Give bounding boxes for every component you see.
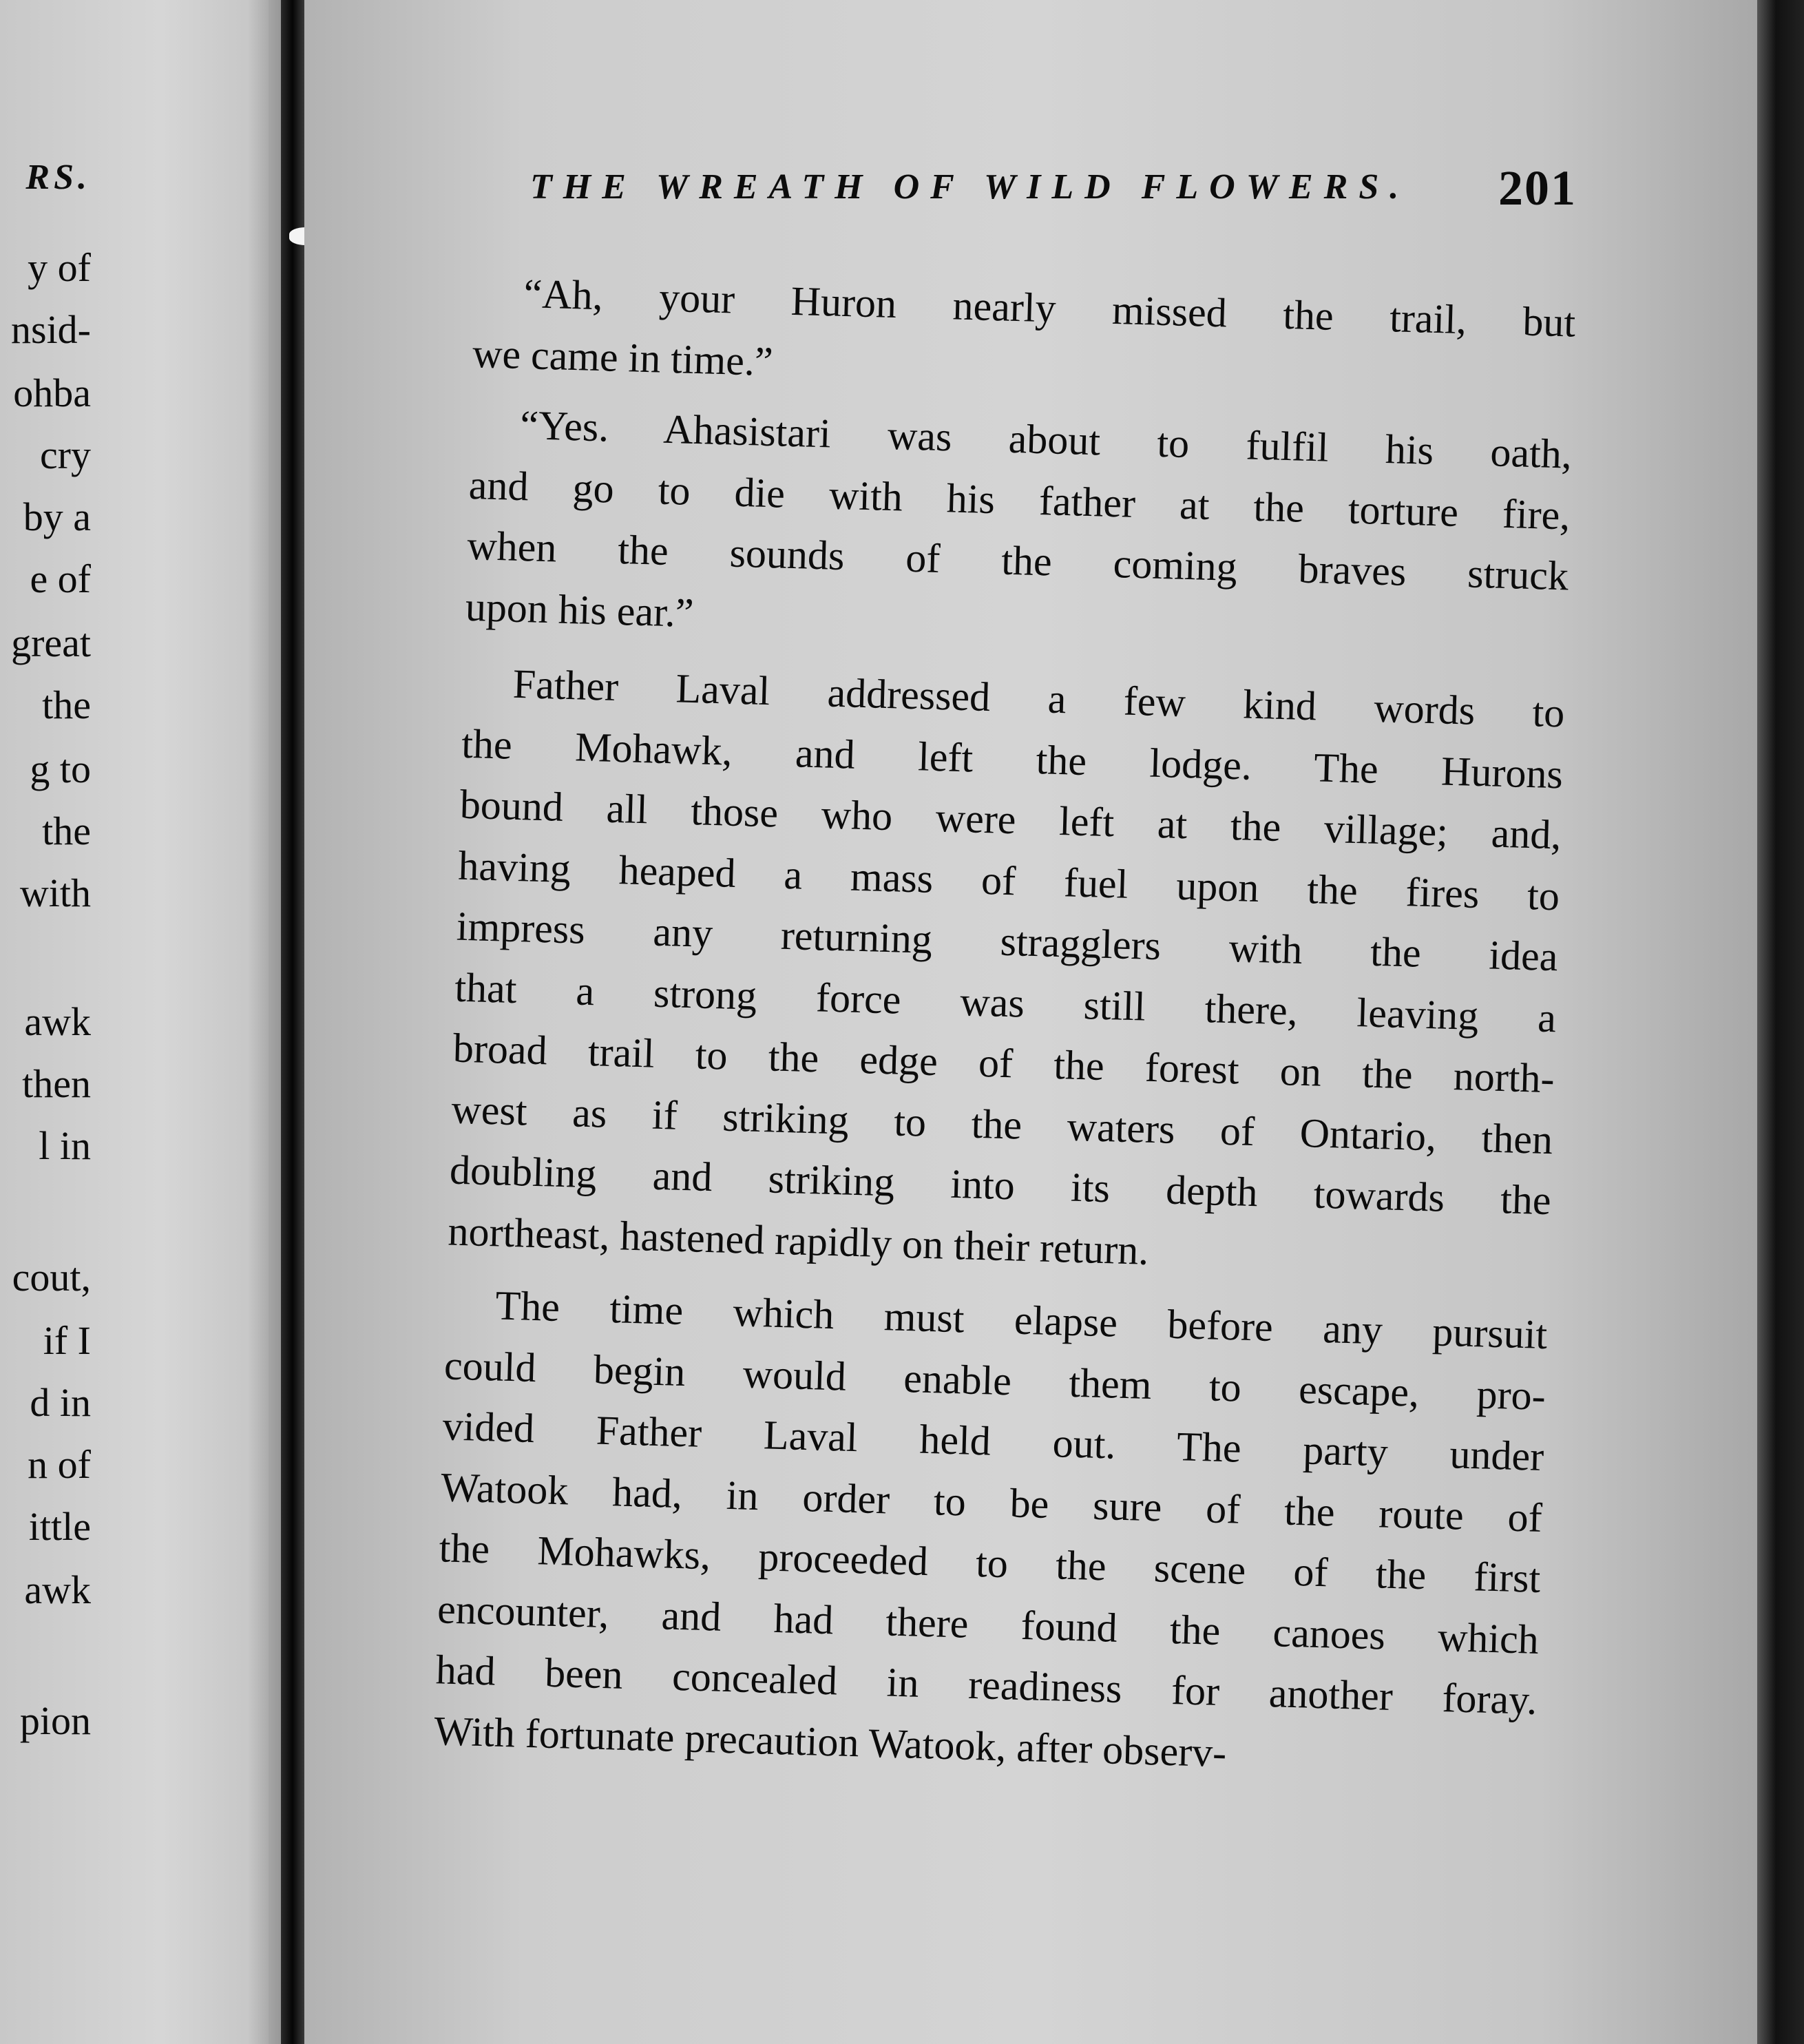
paragraph [433,1273,1548,1791]
text-line: Father Laval addressed a few kind words to [512,660,1566,736]
left-line-fragment: nsid- [11,307,91,352]
text-line: upon his ear.” [465,583,695,636]
left-facing-page [0,0,269,2044]
text-line: bound all those who were left at the village; and, [459,781,1562,858]
text-line: the Mohawks, proceeded to the scene of the first [438,1525,1542,1601]
text-line: doubling and striking into its depth towards the [449,1147,1552,1224]
text-line: “Ah, your Huron nearly missed the trail, but [523,271,1577,346]
left-line-fragment: pion [19,1698,91,1743]
text-line: could begin would enable them to escape, pro- [443,1342,1546,1419]
text-line: With fortunate precaution Watook, after observ- [433,1707,1228,1775]
left-running-head: RS. [25,158,91,197]
text-line: that a strong force was still there, leaving a [454,964,1557,1041]
paragraph [447,652,1565,1292]
text-line: “Yes. Ahasistari was about to fulfil his oath, [519,402,1573,477]
text-line: The time which must elapse before any pursuit [494,1282,1549,1358]
left-line-fragment: the [42,809,91,853]
text-line: encounter, and had there found the canoes which [437,1585,1540,1662]
text-line: the Mohawk, and left the lodge. The Hurons [461,720,1564,797]
left-line-fragment: cout, [12,1255,91,1300]
left-line-fragment: n of [28,1442,91,1487]
text-line: when the sounds of the coming braves struck [466,522,1569,599]
left-line-fragment: ittle [28,1504,91,1549]
left-line-fragment: d in [30,1380,91,1425]
left-line-fragment: y of [28,245,91,290]
paragraph [465,393,1573,668]
text-line: having heaped a mass of fuel upon the fires to [457,842,1560,919]
text-line: we came in time.” [472,330,774,384]
left-line-fragment: awk [24,999,91,1044]
text-line: Watook had, in order to be sure of the route of [440,1463,1543,1541]
left-line-fragment: great [11,620,91,665]
text-line: and go to die with his father at the torture fire, [468,461,1571,539]
text-line: impress any returning stragglers with the idea [456,903,1559,980]
page-edge-shadow [1757,0,1804,2044]
left-line-fragment: l in [39,1123,91,1168]
left-line-fragment: with [19,870,91,915]
book-gutter [281,0,304,2044]
text-line: broad trail to the edge of the forest on the north- [452,1025,1555,1102]
text-line: northeast, hastened rapidly on their return. [447,1207,1150,1273]
left-line-fragment: e of [30,556,91,601]
left-line-fragment: the [42,682,91,727]
text-line: west as if striking to the waters of Ontario, then [450,1086,1553,1162]
left-line-fragment: then [22,1061,91,1106]
running-title: THE WREATH OF WILD FLOWERS. [530,167,1410,207]
left-line-fragment: g to [30,747,91,791]
left-line-fragment: ohba [13,371,91,415]
page-header [530,160,1577,222]
left-line-fragment: awk [24,1567,91,1612]
body-text [433,262,1576,1792]
left-line-fragment: by a [23,494,91,539]
text-line: vided Father Laval held out. The party under [441,1403,1545,1480]
left-line-fragment: if I [43,1318,91,1363]
left-line-fragment: cry [39,432,91,477]
page-number: 201 [1498,160,1577,216]
text-line: had been concealed in readiness for another foray. [434,1647,1538,1723]
